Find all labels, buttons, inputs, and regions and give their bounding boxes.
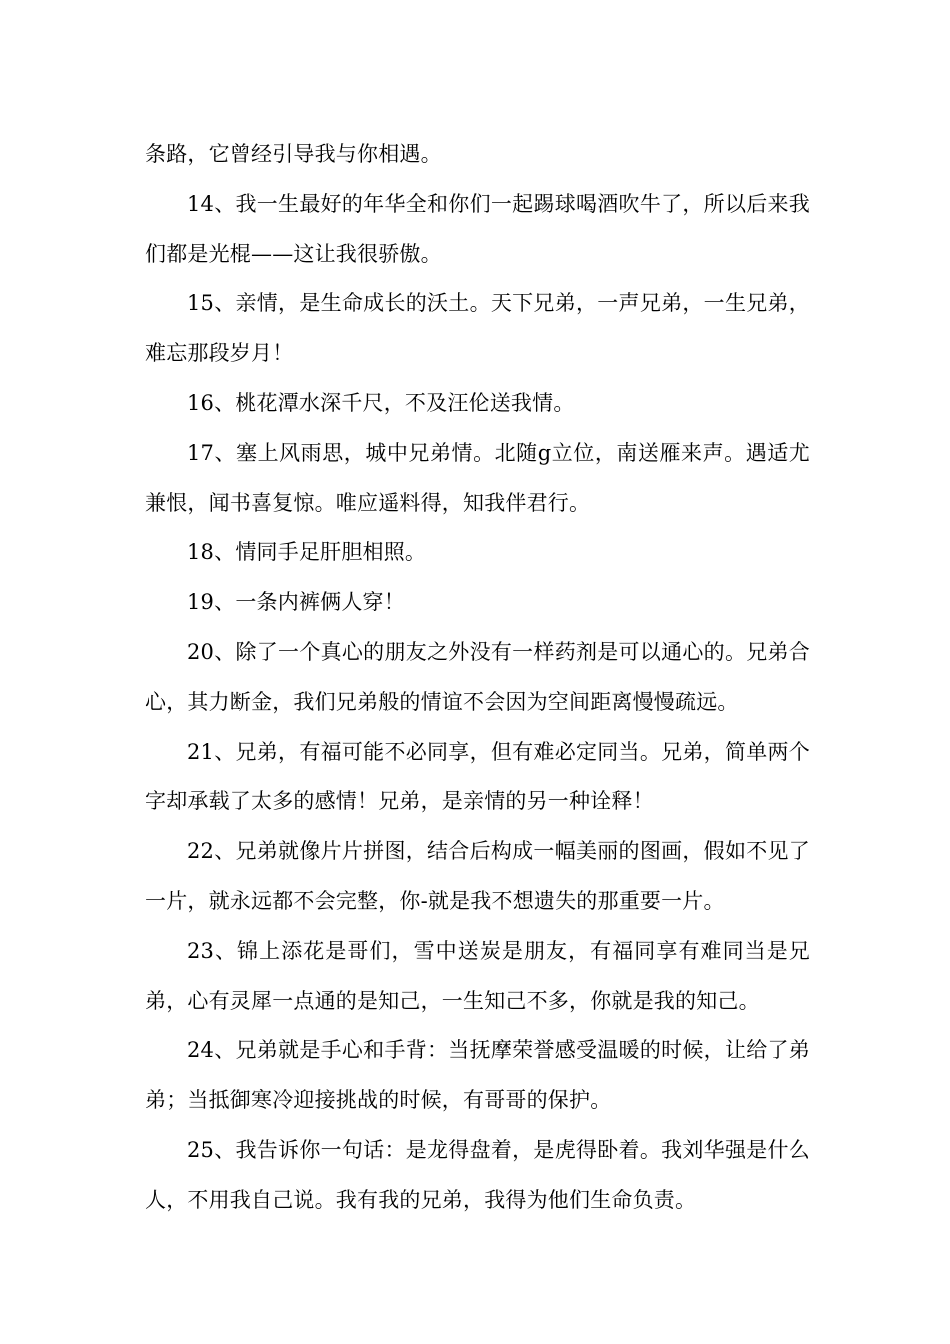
paragraph-24: 24、兄弟就是手心和手背：当抚摩荣誉感受温暖的时候，让给了弟弟；当抵御寒冷迎接挑战的时候，有哥哥的保护。 (145, 1038, 810, 1113)
paragraph-16: 16、桃花潭水深千尺，不及汪伦送我情。 (187, 390, 575, 415)
paragraph-17: 17、塞上风雨思，城中兄弟情。北随g立位，南送雁来声。遇适尤兼恨，闻书喜复惊。唯应遥料得，知我伴君行。 (145, 440, 810, 515)
paragraph-22: 22、兄弟就像片片拼图，结合后构成一幅美丽的图画，假如不见了一片，就永远都不会完整，你-就是我不想遗失的那重要一片。 (145, 839, 810, 913)
paragraph-23: 23、锦上添花是哥们，雪中送炭是朋友，有福同享有难同当是兄弟，心有灵犀一点通的是知己，一生知己不多，你就是我的知己。 (145, 938, 810, 1013)
paragraph-18: 18、情同手足肝胆相照。 (187, 540, 427, 565)
document-body (145, 130, 810, 1226)
paragraph-15: 15、亲情，是生命成长的沃土。天下兄弟，一声兄弟，一生兄弟，难忘那段岁月！ (145, 291, 810, 366)
paragraph-21: 21、兄弟，有福可能不必同享，但有难必定同当。兄弟，简单两个字却承载了太多的感情！兄弟，是亲情的另一种诠释！ (145, 739, 810, 814)
paragraph-25: 25、我告诉你一句话：是龙得盘着，是虎得卧着。我刘华强是什么人，不用我自己说。我有我的兄弟，我得为他们生命负责。 (145, 1137, 810, 1212)
paragraph-19: 19、一条内裤俩人穿！ (187, 590, 405, 615)
paragraph-continuation: 条路，它曾经引导我与你相遇。 (145, 142, 442, 166)
paragraph-14: 14、我一生最好的年华全和你们一起踢球喝酒吹牛了，所以后来我们都是光棍——这让我很骄傲。 (145, 191, 810, 266)
paragraph-20: 20、除了一个真心的朋友之外没有一样药剂是可以通心的。兄弟合心，其力断金，我们兄弟般的情谊不会因为空间距离慢慢疏远。 (145, 639, 810, 714)
